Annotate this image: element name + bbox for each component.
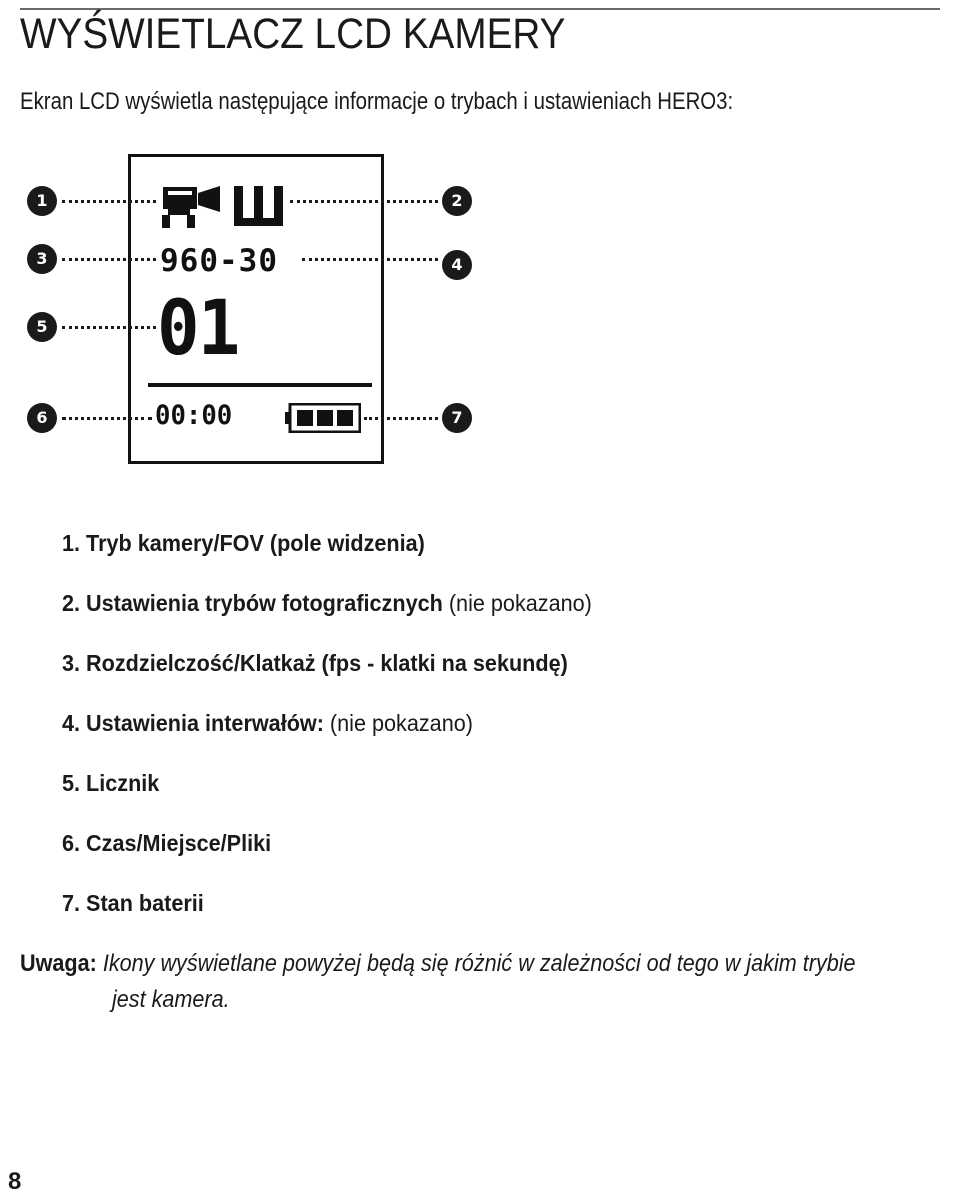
leader-5 [62, 326, 156, 329]
lcd-resolution: 960-30 [160, 243, 278, 279]
lcd-separator [148, 383, 372, 387]
item-title: Ustawienia interwałów: [86, 710, 324, 736]
item-title: Rozdzielczość/Klatkaż (fps - klatki na sekundę) [86, 650, 568, 676]
list-item [62, 770, 159, 797]
lcd-counter: 01 [157, 283, 239, 372]
callout-7: 7 [442, 403, 472, 433]
list-item [62, 710, 473, 737]
callout-3: 3 [27, 244, 57, 274]
item-title: Tryb kamery/FOV (pole widzenia) [86, 530, 425, 556]
leader-1 [62, 200, 156, 203]
callout-2: 2 [442, 186, 472, 216]
item-number: 6. [62, 830, 81, 856]
wide-fov-icon [232, 186, 286, 226]
callout-4: 4 [442, 250, 472, 280]
list-item [62, 530, 425, 557]
leader-2 [290, 200, 438, 203]
item-number: 5. [62, 770, 81, 796]
callout-5: 5 [27, 312, 57, 342]
item-note: (nie pokazano) [448, 590, 592, 616]
list-item [62, 830, 271, 857]
note-line-2 [112, 986, 230, 1014]
video-camera-icon [160, 184, 224, 230]
item-number: 2. [62, 590, 81, 616]
leader-7 [364, 417, 438, 420]
item-title: Licznik [86, 770, 160, 796]
page-number: 8 [8, 1168, 22, 1195]
leader-6 [62, 417, 152, 420]
item-number: 1. [62, 530, 81, 556]
leader-4 [302, 258, 438, 261]
item-note: (nie pokazano) [329, 710, 473, 736]
note-label: Uwaga: [20, 950, 97, 977]
note-text-2: jest kamera. [112, 986, 230, 1013]
item-number: 7. [62, 890, 81, 916]
item-title: Czas/Miejsce/Pliki [86, 830, 272, 856]
note-line-1 [20, 950, 856, 978]
item-title: Ustawienia trybów fotograficznych [86, 590, 443, 616]
intro-text: Ekran LCD wyświetla następujące informacje o trybach i ustawieniach HERO3: [20, 88, 734, 115]
note-text-1: Ikony wyświetlane powyżej będą się różnić w zależności od tego w jakim trybie [102, 950, 856, 977]
leader-3 [62, 258, 156, 261]
battery-full-icon [285, 403, 361, 433]
lcd-time: 00:00 [155, 400, 233, 431]
list-item [62, 590, 592, 617]
item-number: 3. [62, 650, 81, 676]
page-title: WYŚWIETLACZ LCD KAMERY [20, 10, 566, 58]
item-number: 4. [62, 710, 81, 736]
callout-1: 1 [27, 186, 57, 216]
item-title: Stan baterii [86, 890, 204, 916]
callout-6: 6 [27, 403, 57, 433]
list-item [62, 650, 568, 677]
list-item [62, 890, 204, 917]
